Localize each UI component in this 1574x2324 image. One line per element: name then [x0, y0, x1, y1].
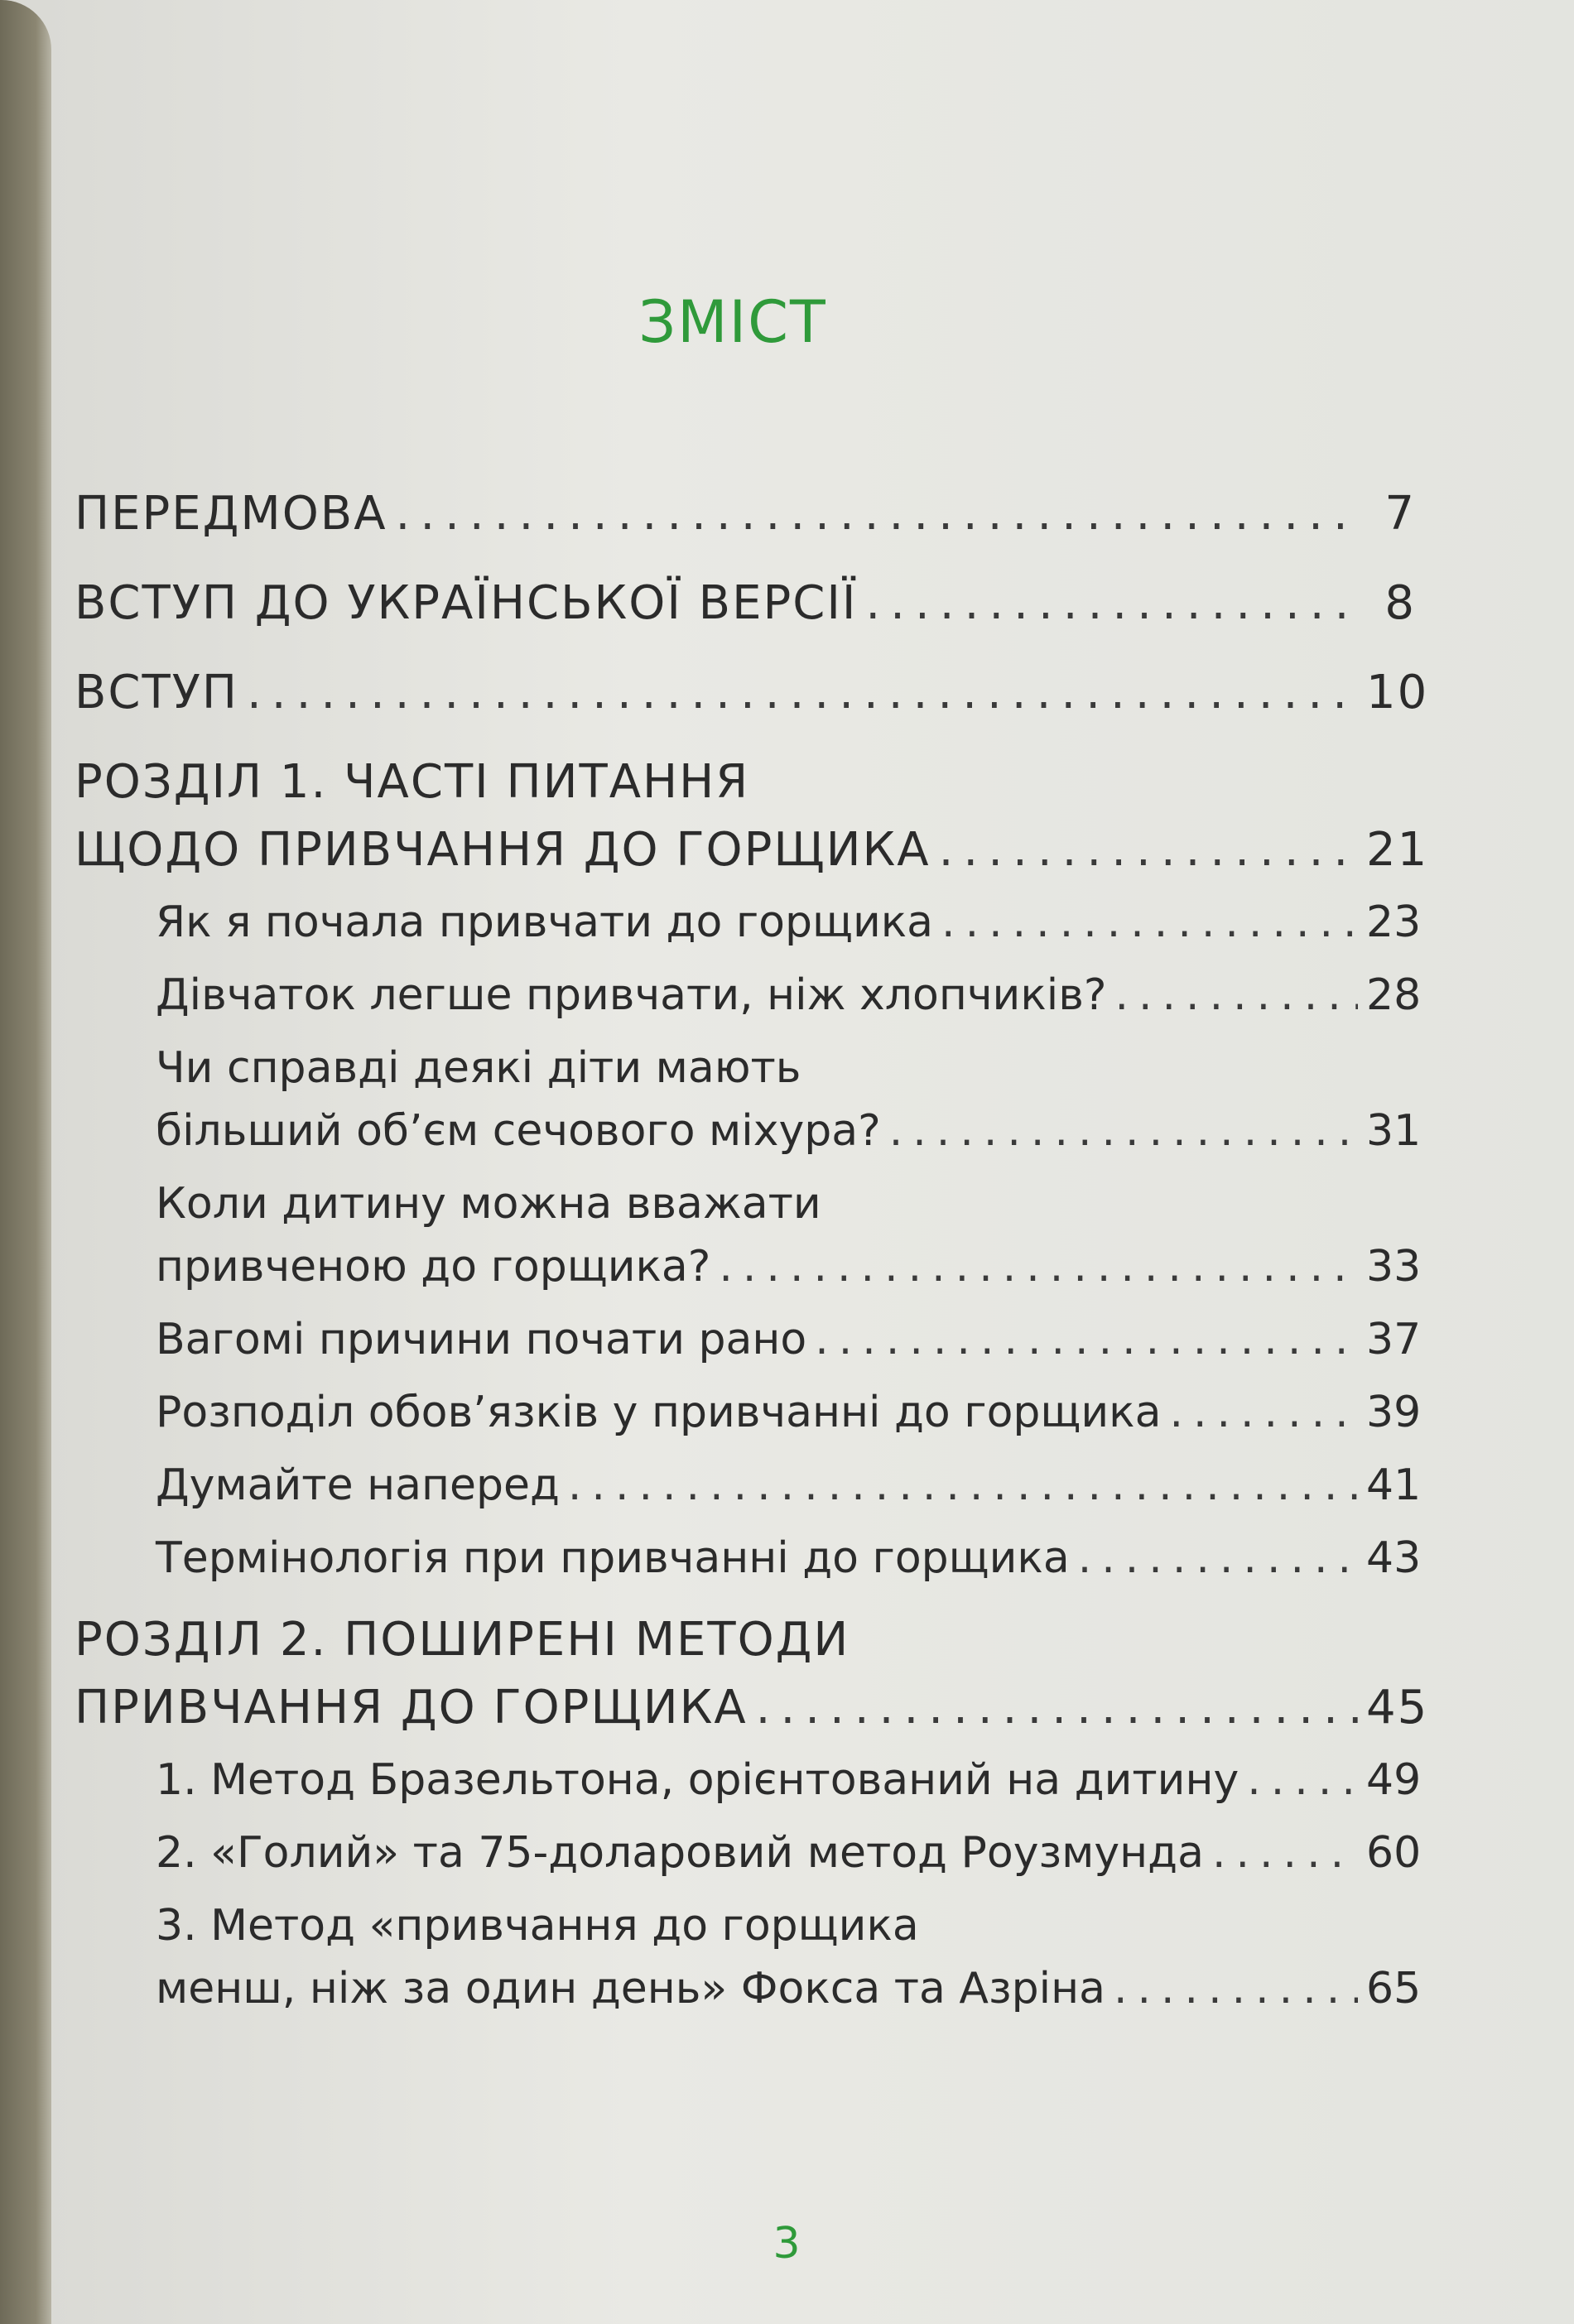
toc-entry-page: 8 [1384, 576, 1416, 630]
toc-subentry-label: Як я почала привчати до горщика [156, 897, 934, 947]
chapter-2-heading [75, 1606, 1429, 1742]
toc-subentry-page: 60 [1366, 1828, 1422, 1878]
dot-leader [1212, 1821, 1358, 1884]
toc-subentry-label-line-2: більший об’єм сечового міхура? [156, 1106, 881, 1156]
toc-subentry-label: Вагомі причини почати рано [156, 1315, 807, 1364]
dot-leader [1247, 1749, 1358, 1812]
toc-subentry-page: 23 [1366, 897, 1422, 947]
toc-subentry [156, 1308, 1422, 1371]
book-binding-edge [0, 0, 51, 2324]
toc-entry [75, 659, 1429, 727]
toc-subentry-page: 65 [1366, 1964, 1422, 2014]
toc-subentry [156, 1527, 1422, 1590]
toc-entry [75, 570, 1416, 638]
dot-leader [1114, 1957, 1358, 2020]
dot-leader [1078, 1527, 1358, 1590]
dot-leader [396, 480, 1358, 548]
toc-subentry-page: 49 [1366, 1755, 1422, 1805]
dot-leader [756, 1674, 1358, 1742]
toc-subentry [156, 964, 1422, 1027]
dot-leader [1114, 964, 1358, 1027]
toc-subentry-page: 41 [1366, 1460, 1422, 1510]
dot-leader [941, 891, 1358, 954]
toc-subentry-label: Розподіл обов’язків у привчанні до горщика [156, 1388, 1162, 1437]
dot-leader [568, 1454, 1358, 1517]
toc-subentry-page: 33 [1366, 1242, 1422, 1292]
dot-leader [719, 1235, 1358, 1298]
toc-subentry [156, 1894, 1422, 2020]
toc-subentry-label: Думайте наперед [156, 1460, 560, 1510]
dot-leader [247, 659, 1358, 727]
toc-subentry-label: Термінологія при привчанні до горщика [156, 1533, 1070, 1583]
toc-entry-page: 10 [1366, 666, 1429, 719]
page-number: 3 [773, 2219, 801, 2269]
dot-leader [889, 1099, 1358, 1162]
dot-leader [865, 570, 1358, 638]
toc-subentry [156, 1172, 1422, 1298]
chapter-1-heading [75, 748, 1429, 884]
toc-subentry [156, 1821, 1422, 1884]
toc-subentry-label-line-1: Коли дитину можна вважати [156, 1179, 821, 1229]
toc-subentry-label-line-1: Чи справді деякі діти мають [156, 1043, 801, 1093]
toc-subentry [156, 1749, 1422, 1812]
toc-subentry-page: 28 [1366, 970, 1422, 1020]
chapter-1-title-line-1: РОЗДІЛ 1. ЧАСТІ ПИТАННЯ [75, 755, 750, 809]
chapter-2-page: 45 [1366, 1681, 1429, 1735]
chapter-1-page: 21 [1366, 823, 1429, 877]
toc-subentry-label-line-2: привченою до горщика? [156, 1242, 711, 1292]
toc-subentry [156, 1037, 1422, 1162]
toc-subentry-page: 43 [1366, 1533, 1422, 1583]
toc-subentry-page: 39 [1366, 1388, 1422, 1437]
book-page [50, 0, 1574, 2324]
toc-subentry-label-line-2: менш, ніж за один день» Фокса та Азріна [156, 1964, 1105, 2014]
toc-entry-label: ПЕРЕДМОВА [75, 487, 387, 541]
table-of-contents [75, 480, 1429, 2030]
toc-subentry-page: 31 [1366, 1106, 1422, 1156]
dot-leader [815, 1308, 1358, 1371]
dot-leader [1169, 1381, 1358, 1444]
toc-subentry-label: Дівчаток легше привчати, ніж хлопчиків? [156, 970, 1107, 1020]
toc-subentry-page: 37 [1366, 1315, 1422, 1364]
toc-entry [75, 480, 1416, 548]
chapter-2-title-line-2: ПРИВЧАННЯ ДО ГОРЩИКА [75, 1681, 748, 1735]
toc-entry-label: ВСТУП [75, 666, 238, 719]
chapter-1-title-line-2: ЩОДО ПРИВЧАННЯ ДО ГОРЩИКА [75, 823, 931, 877]
toc-subentry-label: 2. «Голий» та 75-доларовий метод Роузмунда [156, 1828, 1204, 1878]
toc-entry-page: 7 [1384, 487, 1416, 541]
toc-subentry-label-line-1: 3. Метод «привчання до горщика [156, 1901, 919, 1951]
chapter-2-title-line-1: РОЗДІЛ 2. ПОШИРЕНІ МЕТОДИ [75, 1613, 850, 1667]
toc-subentry [156, 1454, 1422, 1517]
toc-subentry [156, 1381, 1422, 1444]
page-title: ЗМІСТ [638, 288, 827, 356]
dot-leader [939, 816, 1358, 884]
toc-entry-label: ВСТУП ДО УКРАЇНСЬКОЇ ВЕРСІЇ [75, 576, 858, 630]
toc-subentry-label: 1. Метод Бразельтона, орієнтований на дитину [156, 1755, 1239, 1805]
toc-subentry [156, 891, 1422, 954]
